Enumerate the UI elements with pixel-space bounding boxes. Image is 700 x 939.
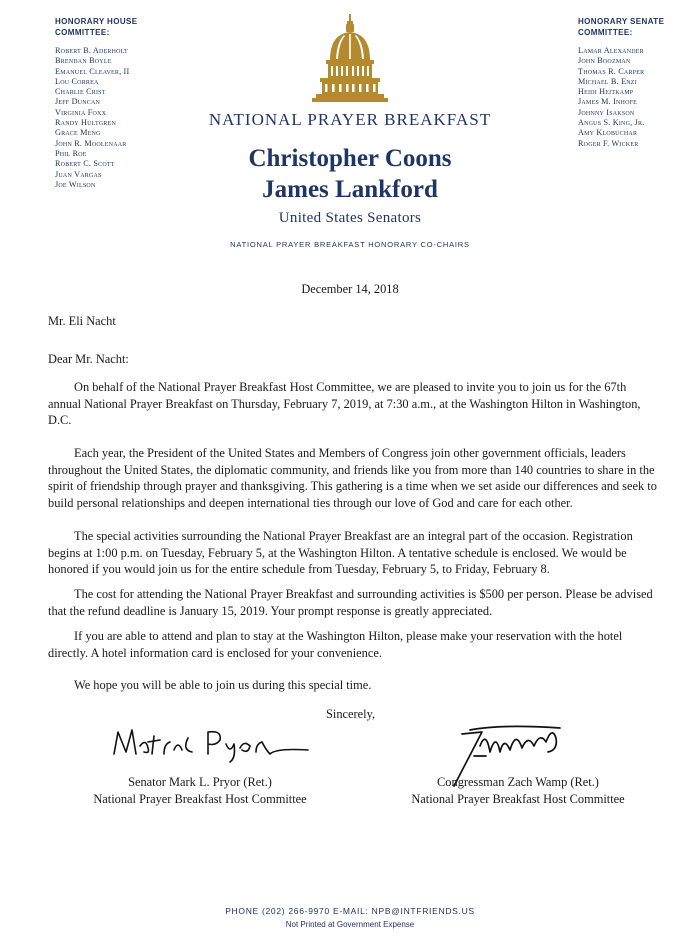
list-item: Virginia Foxx: [55, 107, 107, 117]
signer-title: National Prayer Breakfast Host Committee: [411, 791, 625, 806]
recipient-name: Mr. Eli Nacht: [48, 314, 116, 328]
paragraph-cost: The cost for attending the National Prayer Breakfast and surrounding activities is $500 per person. Please be advised that the refund deadline is January 15, 2019. Your prompt response is greatly appreciated.: [48, 587, 653, 618]
list-item: Robert C. Scott: [55, 159, 115, 169]
list-item: James M. Inhofe: [578, 97, 638, 107]
list-item: Angus S. King, Jr.: [578, 118, 645, 128]
list-item: Jeff Duncan: [55, 97, 101, 107]
list-item: Randy Hultgren: [55, 118, 116, 128]
paragraph-activities: The special activities surrounding the National Prayer Breakfast are an integral part of the occasion. Registration begins at 1:00 p.m. on Tuesday, February 5, at the Washington Hilton. A tentative schedule is enclosed. We would be honored if you would join us for the entire schedule from Tuesday, February 5, to Friday, February 8.: [48, 529, 633, 576]
list-item: Heidi Heitkamp: [578, 87, 634, 97]
senate-committee-heading: HONORARY SENATE COMMITTEE:: [578, 17, 665, 37]
list-item: Joe Wilson: [55, 179, 96, 189]
co-chairs-caption: NATIONAL PRAYER BREAKFAST HONORARY CO-CHAIRS: [230, 240, 470, 249]
capitol-dome-icon: [310, 12, 390, 104]
salutation: Dear Mr. Nacht:: [48, 352, 129, 366]
senators-title: United States Senators: [278, 210, 422, 226]
signer-title: National Prayer Breakfast Host Committee: [93, 791, 307, 806]
house-committee-heading: HONORARY HOUSE COMMITTEE:: [55, 17, 138, 37]
list-item: Grace Meng: [55, 128, 101, 138]
signer-name: Senator Mark L. Pryor (Ret.): [128, 775, 272, 789]
footer-note: Not Printed at Government Expense: [285, 920, 415, 929]
senate-committee-list: [578, 46, 693, 149]
signer-wamp: [368, 774, 668, 807]
signer-name: Congressman Zach Wamp (Ret.): [437, 775, 599, 789]
list-item: Emanuel Cleaver, II: [55, 66, 130, 76]
co-chair-name-lankford: James Lankford: [262, 176, 438, 203]
paragraph-hotel: If you are able to attend and plan to stay at the Washington Hilton, please make your reservation with the hotel directly. A hotel information card is enclosed for your convenience.: [48, 629, 623, 660]
list-item: Amy Klobuchar: [578, 128, 638, 138]
list-item: Phil Roe: [55, 148, 87, 158]
list-item: John Boozman: [578, 56, 631, 66]
paragraph-invitation: On behalf of the National Prayer Breakfast Host Committee, we are pleased to invite you to join us for the 67th annual National Prayer Breakfast on Thursday, February 7, 2019, at 7:30 a.m., at the Washington Hilton in Washington, D.C.: [48, 380, 641, 427]
paragraph-gathering: Each year, the President of the United States and Members of Congress join other government officials, leaders throughout the United States, the diplomatic community, and friends like you from more than 140 countries to share in the spirit of friendship through prayer and thanksgiving. This gathering is a time when we set aside our differences and seek to build personal relationships and deepen international ties through our love of God and care for each other.: [48, 446, 657, 510]
list-item: John R. Moolenaar: [55, 138, 127, 148]
list-item: Robert B. Aderholt: [55, 46, 128, 55]
footer-contact: PHONE (202) 266-9970 E-MAIL: NPB@INTFRIENDS.US: [225, 906, 475, 916]
list-item: Brendan Boyle: [55, 56, 112, 66]
organization-title: NATIONAL PRAYER BREAKFAST: [208, 110, 492, 129]
signature-pryor: [108, 724, 318, 766]
list-item: Lou Correa: [55, 76, 99, 86]
list-item: Lamar Alexander: [578, 46, 644, 55]
list-item: Juan Vargas: [55, 169, 102, 179]
letter-date: December 14, 2018: [301, 282, 399, 296]
list-item: Michael B. Enzi: [578, 76, 637, 86]
list-item: Thomas R. Carper: [578, 66, 645, 76]
signer-pryor: [50, 774, 350, 807]
paragraph-closing: We hope you will be able to join us during this special time.: [74, 678, 372, 692]
list-item: Roger F. Wicker: [578, 138, 639, 148]
co-chair-name-coons: Christopher Coons: [248, 145, 452, 172]
list-item: Johnny Isakson: [578, 107, 635, 117]
list-item: Charlie Crist: [55, 87, 106, 97]
closing: Sincerely,: [326, 707, 376, 721]
